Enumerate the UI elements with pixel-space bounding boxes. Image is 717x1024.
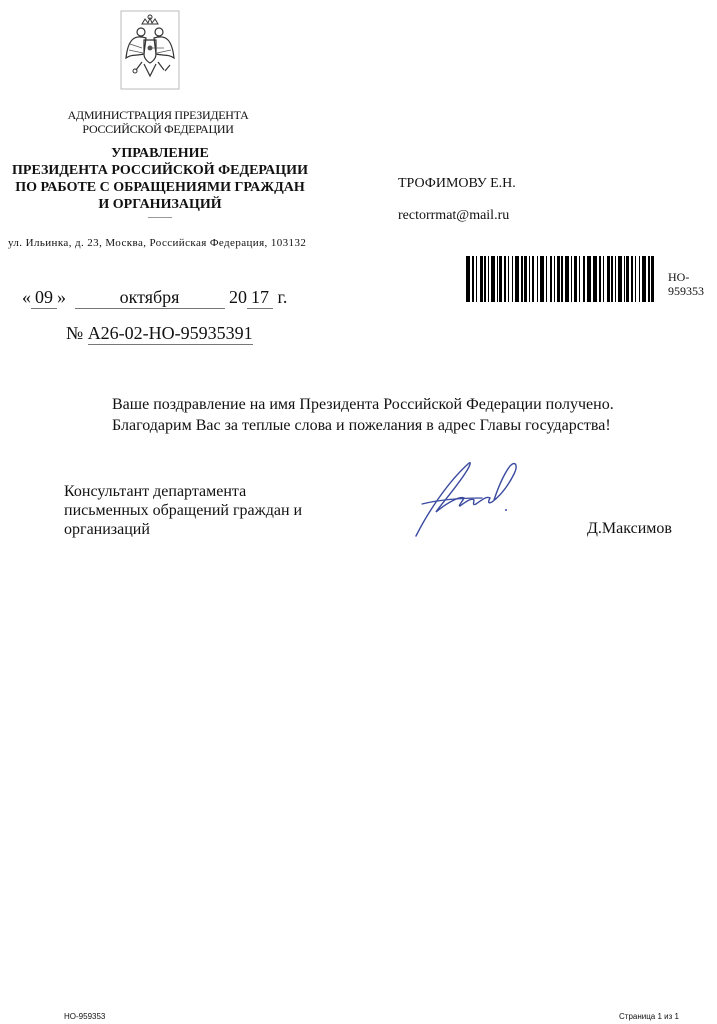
org-big-line: ПРЕЗИДЕНТА РОССИЙСКОЙ ФЕДЕРАЦИИ: [12, 163, 308, 178]
date-year-prefix: 20: [229, 287, 247, 307]
body-line: Благодарим Вас за теплые слова и пожелания в адрес Главы государства!: [112, 417, 611, 434]
date-month: октября: [75, 287, 225, 309]
org-big-line: ПО РАБОТЕ С ОБРАЩЕНИЯМИ ГРАЖДАН: [15, 180, 305, 195]
department-name: [10, 145, 310, 213]
footer-page-number: Страница 1 из 1: [619, 1012, 679, 1021]
position-line: письменных обращений граждан и: [64, 502, 303, 519]
body-line: Ваше поздравление на имя Президента Российской Федерации получено.: [112, 396, 614, 413]
barcode-code-line: 959353: [668, 284, 704, 298]
position-line: организаций: [64, 521, 150, 538]
date-open-quote: «: [22, 287, 31, 307]
org-small-line: АДМИНИСТРАЦИЯ ПРЕЗИДЕНТА: [67, 108, 249, 122]
date-year-suffix: 17: [247, 287, 273, 309]
barcode-stripe: [654, 256, 656, 302]
handwritten-signature: [408, 452, 528, 542]
state-emblem-icon: [120, 10, 180, 90]
barcode-code: [668, 270, 712, 298]
date-day: 09: [31, 287, 57, 309]
document-date: [22, 287, 287, 309]
number-label: №: [66, 323, 84, 343]
letter-body: [112, 394, 614, 436]
date-year-unit: г.: [277, 287, 288, 307]
footer-doc-code: НО-959353: [64, 1012, 106, 1021]
org-big-line: УПРАВЛЕНИЕ: [111, 146, 209, 161]
position-line: Консультант департамента: [64, 483, 247, 500]
sender-address: ул. Ильинка, д. 23, Москва, Российская Федерация, 103132: [8, 237, 307, 249]
signer-name: Д.Максимов: [587, 520, 672, 537]
registration-number: [66, 323, 253, 345]
barcode: [466, 256, 656, 302]
administration-name: [40, 108, 276, 136]
date-close-quote: »: [57, 287, 66, 307]
recipient-name: ТРОФИМОВУ Е.Н.: [398, 176, 516, 191]
org-small-line: РОССИЙСКОЙ ФЕДЕРАЦИИ: [82, 122, 234, 136]
barcode-code-line: НО-: [668, 270, 690, 284]
signer-position: [64, 482, 302, 539]
header-divider: [148, 217, 172, 218]
number-value: А26-02-НО-95935391: [87, 323, 253, 343]
recipient-email: rectorrmat@mail.ru: [398, 208, 510, 223]
org-big-line: И ОРГАНИЗАЦИЙ: [98, 197, 222, 212]
